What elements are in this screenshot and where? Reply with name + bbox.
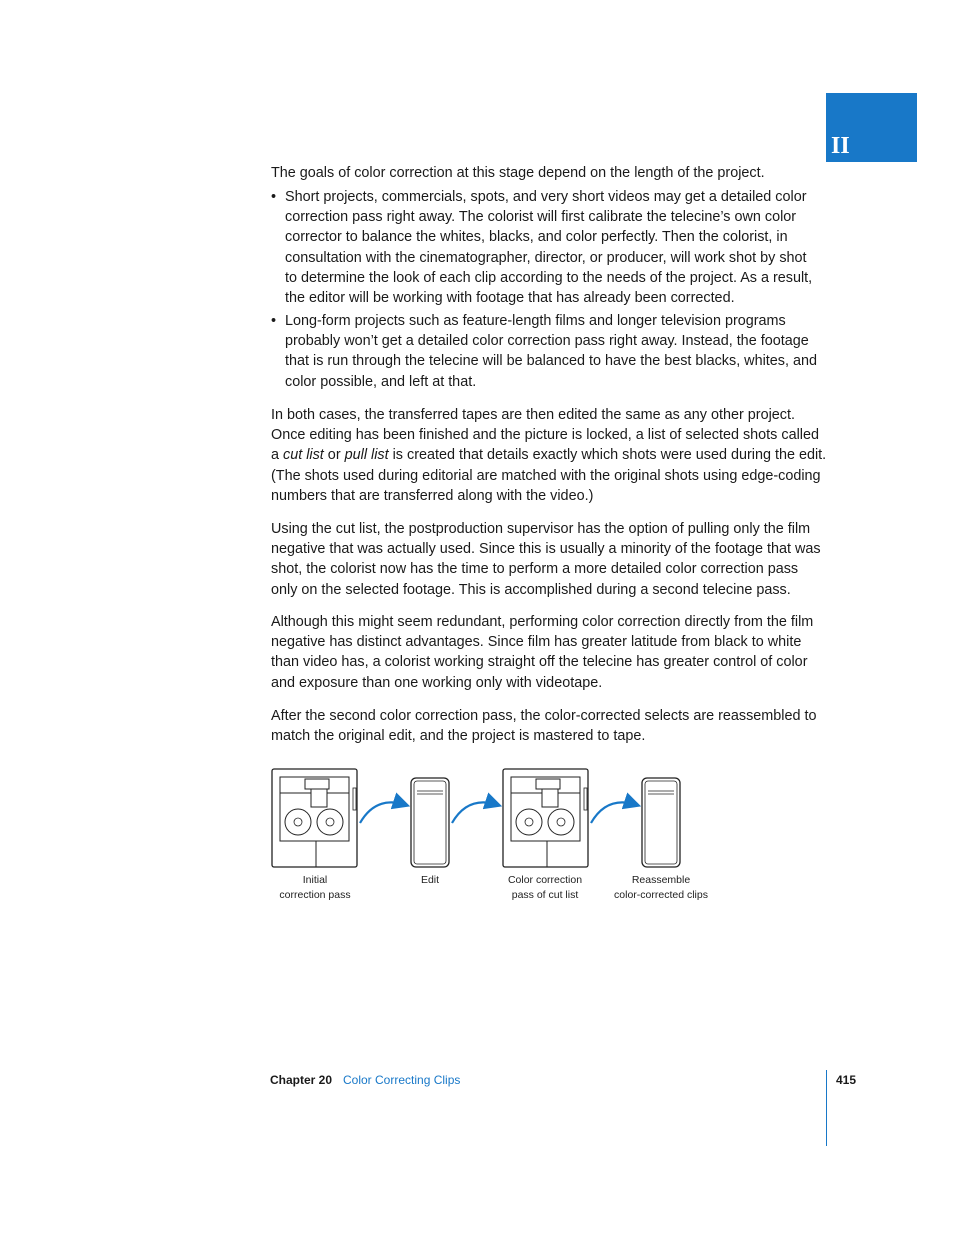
caption-line: Initial: [302, 874, 328, 886]
caption-line: color-corrected clips: [614, 889, 708, 901]
edit-system-icon: [411, 778, 449, 867]
caption-initial: [268, 873, 362, 903]
flow-arrow: [452, 802, 498, 823]
bullet-text: Long-form projects such as feature-length films and longer television programs probably won’t get a detailed color correction pass right away. Instead, the footage that is run through the telecine will be balanced to have the best blacks, whites, and color possible, and left at that.: [285, 313, 817, 390]
footer-chapter-title[interactable]: Color Correcting Clips: [343, 1073, 461, 1087]
caption-line: Edit: [420, 874, 440, 886]
caption-cut-list-pass: [494, 873, 596, 903]
caption-reassemble: [606, 873, 716, 903]
bullet-dot: •: [271, 189, 277, 205]
telecine-icon: [503, 769, 588, 867]
caption-line: pass of cut list: [511, 889, 579, 901]
paragraph-reassemble: After the second color correction pass, the color-corrected selects are reassembled to match the original edit, and the project is mastered to tape.: [271, 708, 817, 745]
caption-line: correction pass: [279, 889, 351, 901]
term-pull-list: pull list: [344, 447, 389, 464]
edit-system-icon: [642, 778, 680, 867]
paragraph-negative: Using the cut list, the postproduction supervisor has the option of pulling only the film negative that was actually used. Since this is usually a minority of the footage that was shot, the colorist now has the time to perform a more detailed color correction pass only on the selected footage. This is accomplished during a second telecine pass.: [271, 521, 821, 598]
paragraph-advantages: Although this might seem redundant, performing color correction directly from the film negative has distinct advantages. Since film has greater latitude from black to white than video has, a colorist working straight off the telecine has greater control of color and exposure than one working only with videotape.: [271, 614, 814, 691]
page-number: 415: [836, 1073, 857, 1087]
part-tab: [826, 93, 917, 162]
term-cut-list: cut list: [283, 447, 324, 464]
workflow-figure: [268, 765, 728, 910]
part-marker: II: [831, 133, 850, 159]
workflow-diagram: [268, 765, 728, 875]
caption-line: Reassemble: [631, 874, 691, 886]
footer-divider: [826, 1070, 827, 1146]
flow-arrow: [360, 802, 406, 823]
list-item: [271, 311, 827, 393]
intro-paragraph: The goals of color correction at this stage depend on the length of the project.: [271, 165, 765, 181]
text-run: is created that details exactly which shots were used during the edit. (The shots used during editorial are matched with the original shots using edge-coding numbers that are transferred along with the video.): [271, 447, 827, 504]
caption-line: Color correction: [507, 874, 583, 886]
bullet-dot: •: [271, 313, 277, 329]
footer-chapter: Chapter 20: [270, 1073, 333, 1087]
paragraph-cut-list: [271, 405, 827, 506]
flow-arrow: [591, 802, 637, 823]
list-item: [271, 187, 827, 309]
telecine-icon: [272, 769, 357, 867]
bullet-text: Short projects, commercials, spots, and very short videos may get a detailed color correction pass right away. The colorist will first calibrate the telecine’s own color corrector to balance the whites, blacks, and color perfectly. Then the colorist, in consultation with the cinematographer, director, or producer, will work shot by shot to determine the look of each clip according to the needs of the project. As a result, the editor will be working with footage that has already been corrected.: [285, 189, 813, 307]
caption-edit: [400, 873, 460, 888]
text-run: In both cases, the transferred tapes are then edited the same as any other project. Once editing has been finished and the picture is locked, a list of selected shots called a: [271, 407, 819, 464]
text-run: or: [323, 447, 345, 464]
